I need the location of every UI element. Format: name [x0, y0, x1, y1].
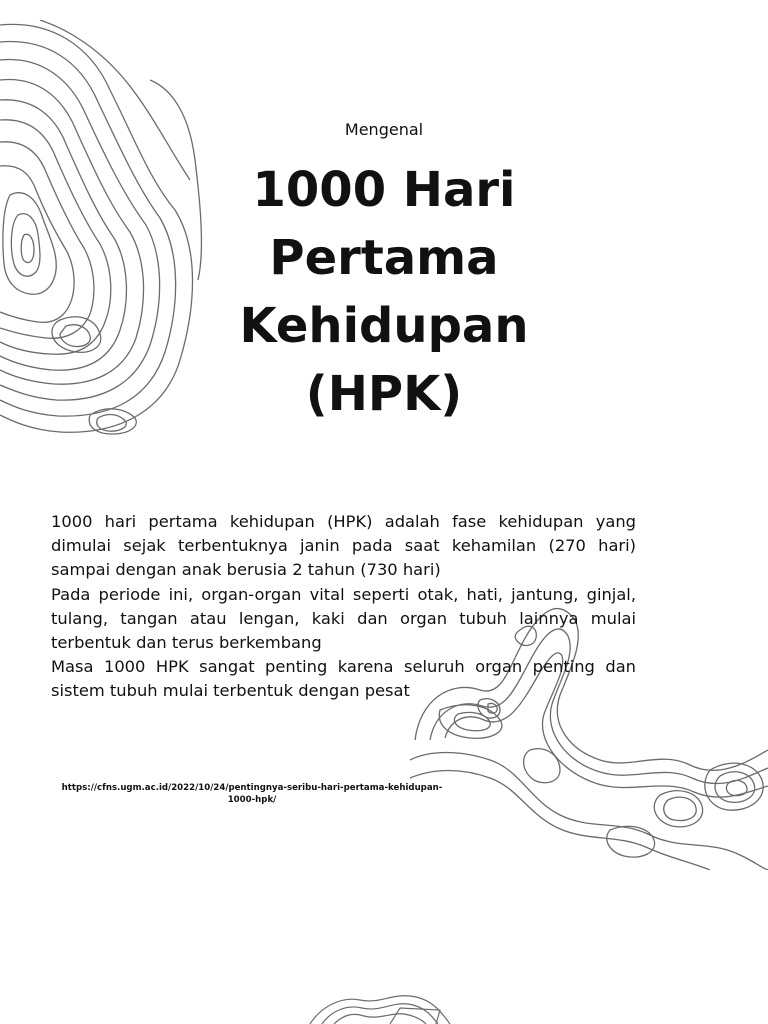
body-text: [51, 510, 636, 704]
paragraph-importance: Masa 1000 HPK sangat penting karena seluruh organ penting dan sistem tubuh mulai terbentuk dengan pesat: [51, 657, 636, 701]
topographic-decoration-top-left: [0, 20, 210, 435]
topographic-decoration-bottom: [300, 990, 460, 1024]
source-citation: https://cfns.ugm.ac.id/2022/10/24/pentingnya-seribu-hari-pertama-kehidupan-1000-hpk/: [61, 783, 443, 805]
page-title: 1000 Hari Pertama Kehidupan (HPK): [239, 162, 529, 422]
paragraph-organ-development: Pada periode ini, organ-organ vital seperti otak, hati, jantung, ginjal, tulang, tangan atau lengan, kaki dan organ tubuh lainnya mulai terbentuk dan terus berkembang: [51, 584, 636, 653]
title-kicker: Mengenal: [344, 120, 424, 139]
paragraph-definition: 1000 hari pertama kehidupan (HPK) adalah fase kehidupan yang dimulai sejak terbentuknya janin pada saat kehamilan (270 hari) sampai dengan anak berusia 2 tahun (730 hari): [51, 512, 636, 580]
